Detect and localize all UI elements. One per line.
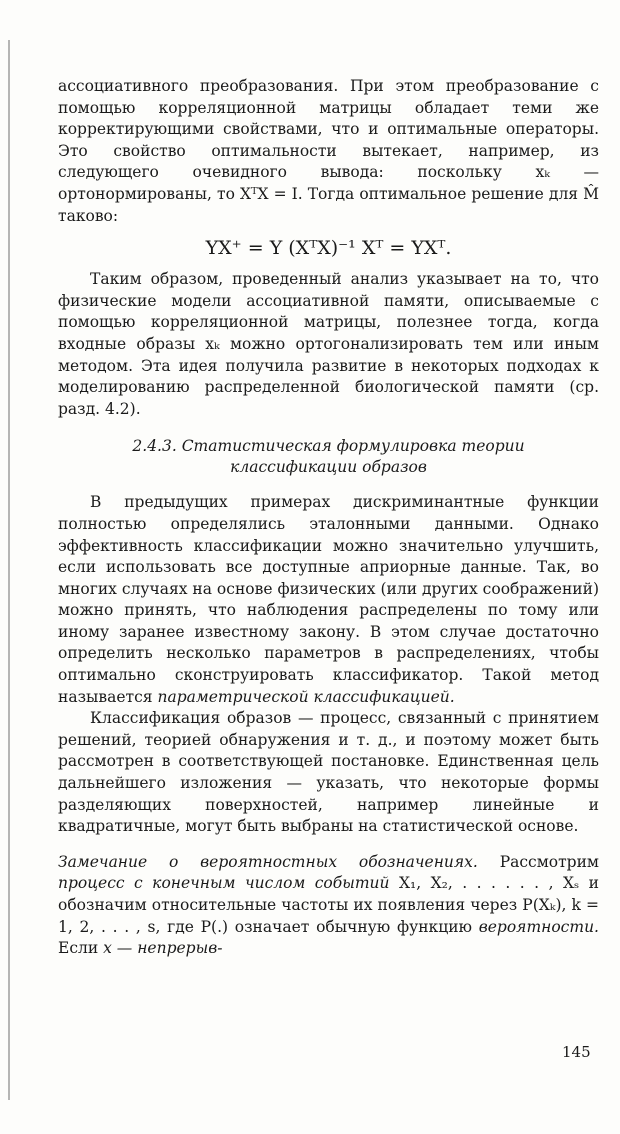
paragraph-5-part-f: x — непрерыв- [103,939,223,958]
section-heading [58,436,599,478]
paragraph-5-part-e: Если [58,939,99,958]
page-spine-shadow [8,40,10,1100]
paragraph-3-text: В предыдущих примерах дискриминантные функции полностью определялись эталонными данными. Однако эффективность классификации можно значительно улучшить, если использовать все доступные априорные данные. Так, во многих случаях на основе физических (или других соображений) можно принять, что наблюдения распределены по тому или иному заранее известному закону. В этом случае достаточно определить несколько параметров в распределениях, чтобы оптимально сконструировать классификатор. Такой метод называется [58,493,599,706]
page-number: 145 [562,1043,591,1061]
paragraph-5 [58,852,599,960]
paragraph-3 [58,492,599,708]
paragraph-5-part-c: X₁, X₂, . . . . . . , Xₛ и обозначим относительные частоты их появления через P(Xₖ), k = 1, 2, . . . , s, где P(.) означает обычную функцию [58,874,599,936]
paragraph-2: Таким образом, проведенный анализ указывает на то, что физические модели ассоциативной памяти, описываемые с помощью корреляционной матрицы, полезнее тогда, когда входные образы xₖ можно ортогонализировать тем или иным методом. Эта идея получила развитие в некоторых подходах к моделированию распределенной биологической памяти (ср. разд. 4.2). [58,270,599,418]
page-text [58,76,599,960]
paragraph-5-part-d: вероятности. [478,917,599,936]
section-heading-line-1: 2.4.3. Статистическая формулировка теории [132,437,525,456]
section-heading-line-2: классификации образов [230,458,427,477]
remark-title: Замечание о вероятностных обозначениях. [58,852,478,871]
paragraph-1: ассоциативного преобразования. При этом преобразование с помощью корреляционной матрицы обладает теми же корректирующими свойствами, что и оптимальные операторы. Это свойство оптимальности вытекает, например, из следующего очевидного вывода: поскольку xₖ — ортонормированы, то XᵀX = I. Тогда оптимальное решение для M̂ таково: [58,77,599,225]
paragraph-3-term: параметрической классификацией. [157,687,455,706]
paragraph-5-part-a: Рассмотрим [499,852,599,871]
paragraph-5-part-b: процесс с конечным числом событий [58,874,390,893]
formula: YX⁺ = Y (XᵀX)⁻¹ Xᵀ = YXᵀ. [205,237,452,260]
paragraph-4: Классификация образов — процесс, связанный с принятием решений, теорией обнаружения и т. д., и поэтому может быть рассмотрен в соответствующей постановке. Единственная цель дальнейшего изложения — указать, что некоторые формы разделяющих поверхностей, например линейные и квадратичные, могут быть выбраны на статистической основе. [58,709,599,836]
